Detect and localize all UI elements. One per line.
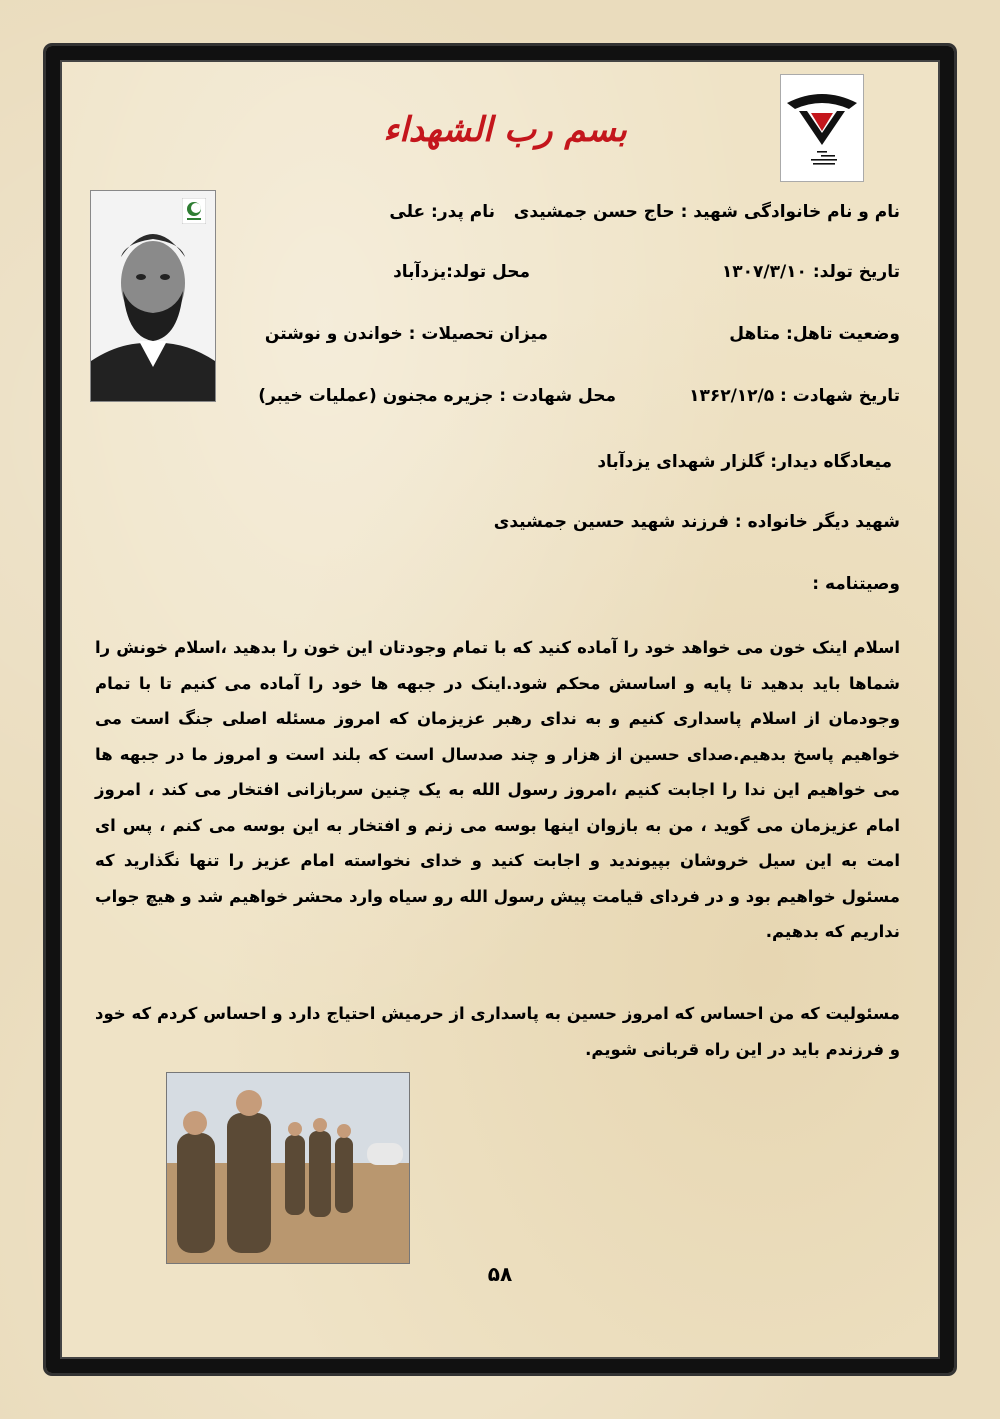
martyr-name: نام و نام خانوادگی شهید : حاج حسن جمشیدی — [513, 202, 900, 222]
education-level: میزان تحصیلات : خواندن و نوشتن — [264, 324, 548, 344]
birth-date: تاریخ تولد: ۱۳۰۷/۳/۱۰ — [721, 262, 900, 282]
will-heading: وصیتنامه : — [812, 574, 900, 594]
father-name: نام پدر: علی — [389, 202, 495, 222]
burial-place: میعادگاه دیدار: گلزار شهدای یزدآباد — [597, 452, 892, 472]
will-paragraph: مسئولیت که من احساس که امروز حسین به پاسداری از حرمیش احتیاج دارد و احساس کردم که خود و فرزندم باید در این راه قربانی شویم. — [95, 1004, 900, 1059]
martyrdom-place: محل شهادت : جزیره مجنون (عملیات خیبر) — [258, 386, 616, 406]
battlefield-photo — [166, 1072, 410, 1264]
martyr-foundation-logo — [780, 74, 864, 182]
birth-place: محل تولد:یزدآباد — [393, 262, 530, 282]
marital-status: وضعیت تاهل: متاهل — [729, 324, 900, 344]
emblem-icon — [182, 198, 206, 224]
page-number: ۵۸ — [487, 1262, 513, 1286]
family-martyr: شهید دیگر خانواده : فرزند شهید حسین جمشیدی — [493, 512, 900, 532]
page-title: بسم رب الشهداء — [383, 110, 627, 150]
will-paragraph: اسلام اینک خون می خواهد خود را آماده کنید که با تمام وجودتان این خون را بدهید ،اسلام خونش را شماها باید بدهید تا پایه و اساسش محکم شود.اینک در جبهه ها خود را آماده می کنیم تا با تمام وجودمان از اسلام پاسداری کنیم و به ندای رهبر عزیزمان که امروز مسئله اصلی جنگ است می خواهیم پاسخ بدهیم.صدای حسین از هزار و چند صدسال است که بلند است و امروز ما در جبهه ها می خواهیم این ندا را اجابت کنیم ،امروز رسول الله به یک چنین سربازانی افتخار می کند ، امروز امام عزیزمان می گوید ، من به بازوان اینها بوسه می زنم و افتخار به این بوسه می کنم ، پس ای امت به این سیل خروشان بپیوندید و اجابت کنید و خدای نخواسته امام عزیز را تنها نگذارید که مسئول خواهیم بود و در فردای قیامت پیش رسول الله رو سیاه وارد محشر خواهیم شد و هیچ جواب نداریم که بدهیم. — [95, 638, 900, 941]
martyrdom-date: تاریخ شهادت : ۱۳۶۲/۱۲/۵ — [689, 386, 900, 406]
